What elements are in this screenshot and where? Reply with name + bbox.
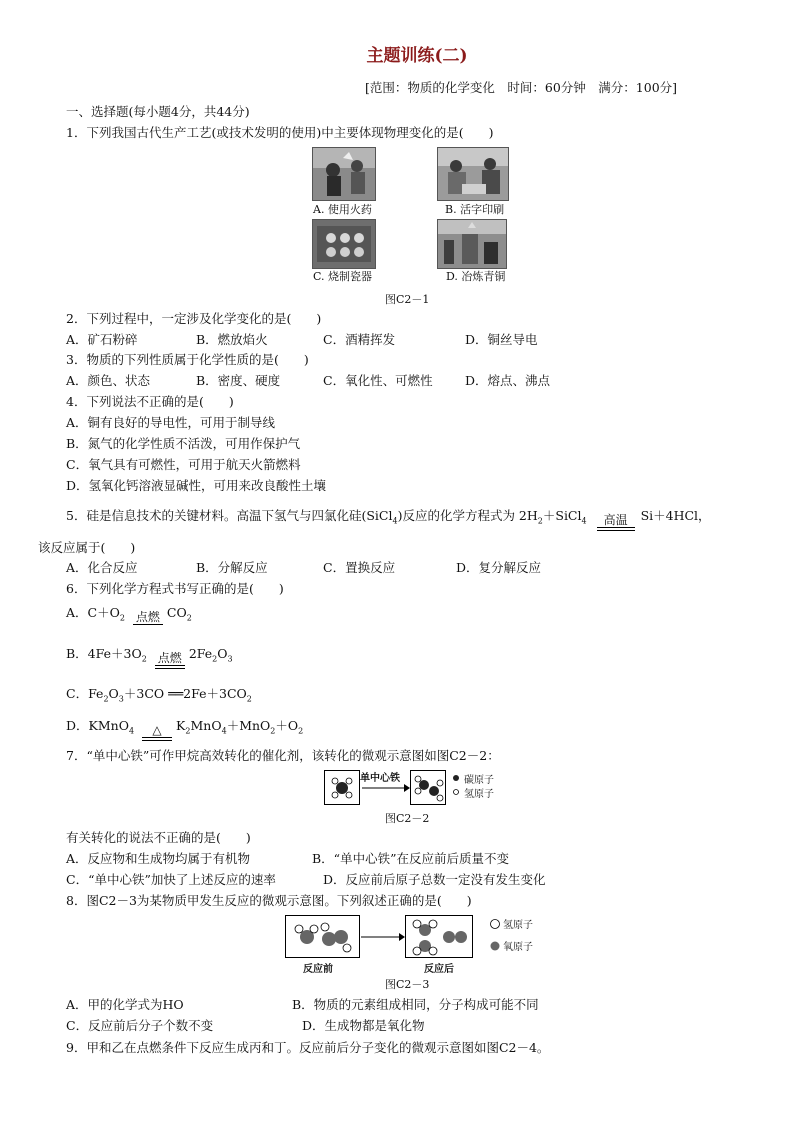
- after-reaction-label: 反应后: [424, 964, 454, 975]
- caption-a: A. 使用火药: [313, 203, 372, 216]
- question-1-stem: 1．下列我国古代生产工艺(或技术发明的使用)中主要体现物理变化的是( ): [66, 125, 494, 140]
- question-5-stem-2: 该反应属于( ): [38, 540, 136, 555]
- catalyst-label: 单中心铁: [360, 773, 400, 784]
- question-8-stem: 8．图C2－3为某物质甲发生反应的微观示意图。下列叙述正确的是( ): [66, 893, 472, 908]
- gunpowder-image: [312, 147, 376, 201]
- question-6-stem: 6．下列化学方程式书写正确的是( ): [66, 581, 284, 596]
- q3-option-a: A．颜色、状态: [66, 373, 151, 388]
- q4-option-d: D．氢氧化钙溶液显碱性，可用来改良酸性土壤: [66, 478, 327, 493]
- caption-b: B. 活字印刷: [445, 203, 505, 216]
- legend-hydrogen-atom: 氢原子: [464, 789, 494, 800]
- q8-option-a: A．甲的化学式为HO: [66, 997, 184, 1012]
- question-9-stem: 9．甲和乙在点燃条件下反应生成丙和丁。反应前后分子变化的微观示意图如图C2－4。: [66, 1040, 550, 1055]
- q3-option-c: C．氧化性、可燃性: [323, 373, 433, 388]
- section-heading: 一、选择题(每小题4分，共44分): [66, 104, 250, 119]
- question-3-stem: 3．物质的下列性质属于化学性质的是( ): [66, 352, 309, 367]
- question-7-stem-2: 有关转化的说法不正确的是( ): [66, 830, 251, 845]
- q4-option-b: B．氮气的化学性质不活泼，可用作保护气: [66, 436, 301, 451]
- figure-c2-1-caption: 图C2－1: [385, 293, 430, 306]
- porcelain-image: [312, 219, 376, 269]
- exam-scope: [范围：物质的化学变化 时间：60分钟 满分：100分]: [365, 80, 678, 95]
- caption-c: C. 烧制瓷器: [313, 270, 373, 283]
- figure-c2-3-diagram: [285, 915, 475, 959]
- question-2-stem: 2．下列过程中，一定涉及化学变化的是( ): [66, 311, 322, 326]
- q7-option-a: A．反应物和生成物均属于有机物: [66, 851, 251, 866]
- q2-option-c: C．酒精挥发: [323, 332, 396, 347]
- q8-option-b: B．物质的元素组成相同，分子构成可能不同: [292, 997, 539, 1012]
- q3-option-b: B．密度、硬度: [196, 373, 281, 388]
- q4-option-c: C．氧气具有可燃性，可用于航天火箭燃料: [66, 457, 301, 472]
- page-title: 主题训练(二): [366, 46, 468, 66]
- q6-option-d: D．KMnO$_4$ △ $K_2MnO_4+MnO_2+O_2$: [66, 718, 303, 741]
- q5-option-d: D．复分解反应: [456, 560, 542, 575]
- legend-oxygen: 氧原子: [503, 942, 533, 953]
- q6-option-b: B．$4Fe+3O_2$ 点燃 $2Fe_2O_3$: [66, 646, 233, 669]
- q4-option-a: A．铜有良好的导电性，可用于制导线: [66, 415, 276, 430]
- before-reaction-label: 反应前: [303, 964, 333, 975]
- legend-hydrogen: 氢原子: [503, 920, 533, 931]
- question-7-stem: 7．“单中心铁”可作甲烷高效转化的催化剂，该转化的微观示意图如图C2－2：: [66, 748, 500, 763]
- bronze-smelting-image: [437, 219, 507, 269]
- figure-c2-3-caption: 图C2－3: [385, 978, 430, 991]
- legend-carbon-atom: 碳原子: [464, 775, 494, 786]
- q8-option-c: C．反应前后分子个数不变: [66, 1018, 214, 1033]
- q6-option-a: A．$C+O_2$ 点燃 $CO_2$: [66, 605, 192, 624]
- q2-option-d: D．铜丝导电: [465, 332, 538, 347]
- q2-option-a: A．矿石粉碎: [66, 332, 138, 347]
- caption-d: D. 冶炼青铜: [446, 270, 506, 283]
- q3-option-d: D．熔点、沸点: [465, 373, 551, 388]
- q5-option-c: C．置换反应: [323, 560, 396, 575]
- q2-option-b: B．燃放焰火: [196, 332, 268, 347]
- question-5-stem: 5．硅是信息技术的关键材料。高温下氢气与四氯化硅(SiCl$_4$)反应的化学方程式为 $2H_2+SiCl_4$ 高温 Si＋4HCl，: [66, 508, 711, 531]
- q8-option-d: D．生成物都是氧化物: [302, 1018, 425, 1033]
- figure-c2-2-caption: 图C2－2: [385, 812, 430, 825]
- q7-option-b: B．“单中心铁”在反应前后质量不变: [312, 851, 509, 866]
- q6-option-c: C．$Fe_2O_3+3CO$ $══2Fe+3CO_2$: [66, 686, 252, 704]
- movable-type-image: [437, 147, 509, 201]
- question-4-stem: 4．下列说法不正确的是( ): [66, 394, 234, 409]
- q5-option-b: B．分解反应: [196, 560, 268, 575]
- atom-legend-icons: [489, 918, 501, 954]
- q5-option-a: A．化合反应: [66, 560, 138, 575]
- q7-option-d: D．反应前后原子总数一定没有发生变化: [323, 872, 546, 887]
- q7-option-c: C．“单中心铁”加快了上述反应的速率: [66, 872, 276, 887]
